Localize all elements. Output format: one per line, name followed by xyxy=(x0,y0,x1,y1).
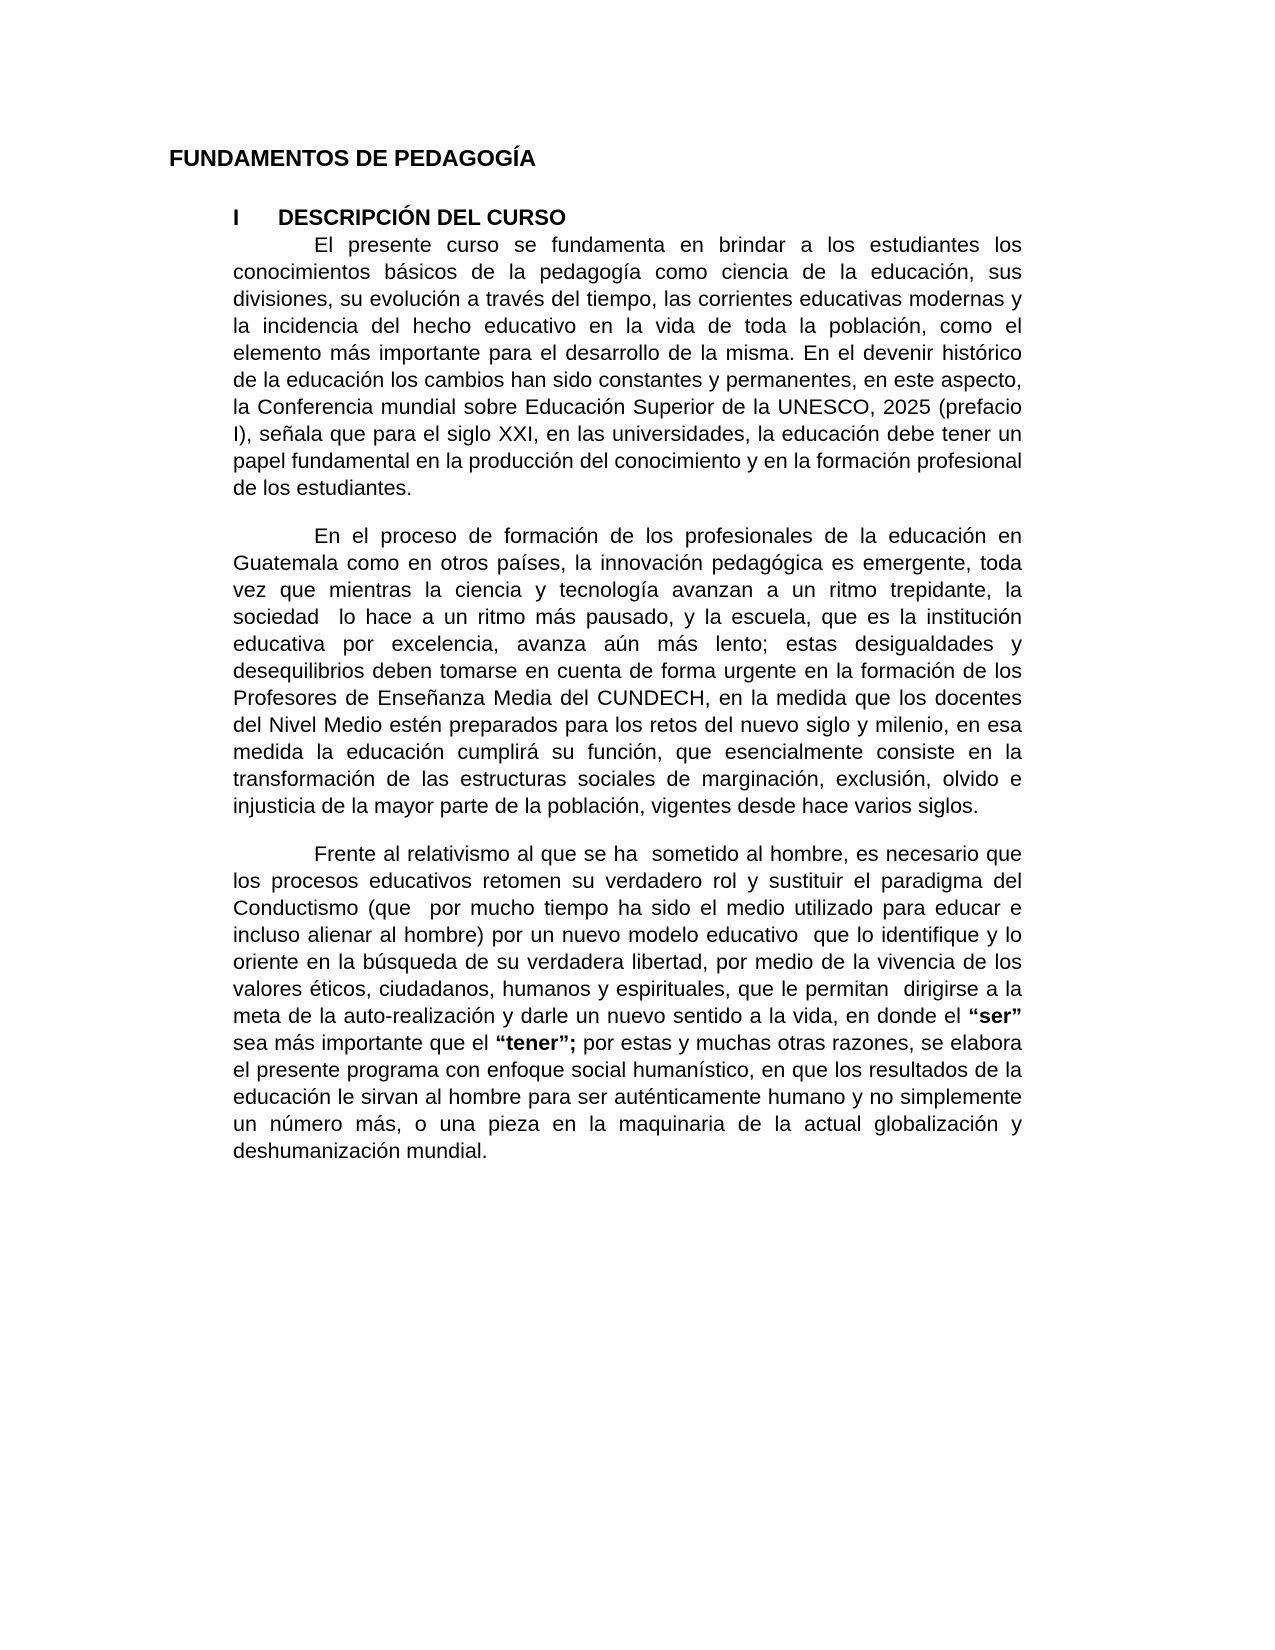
paragraph-relativism: Frente al relativismo al que se ha sometido al hombre, es necesario que los procesos educativos retomen su verdadero rol y sustituir el paradigma del Conductismo (que por mucho tiempo ha sido el medio utilizado para educar e incluso alienar al hombre) por un nuevo modelo educativo que lo identifique y lo oriente en la búsqueda de su verdadera libertad, por medio de la vivencia de los valores éticos, ciudadanos, humanos y espirituales, que le permitan dirigirse a la meta de la auto-realización y darle un nuevo sentido a la vida, en donde el “ser” sea más importante que el “tener”; por estas y muchas otras razones, se elabora el presente programa con enfoque social humanístico, en que los resultados de la educación le sirvan al hombre para ser auténticamente humano y no simplemente un número más, o una pieza en la maquinaria de la actual globalización y deshumanización mundial. xyxy=(233,842,1028,1163)
section-number: I xyxy=(233,205,240,230)
section-title: DESCRIPCIÓN DEL CURSO xyxy=(278,205,567,230)
document-body xyxy=(233,204,1028,1165)
paragraph-course-description: El presente curso se fundamenta en brindar a los estudiantes los conocimientos básicos de la pedagogía como ciencia de la educación, sus divisiones, su evolución a través del tiempo, las corrientes educativas modernas y la incidencia del hecho educativo en la vida de toda la población, como el elemento más importante para el desarrollo de la misma. En el devenir histórico de la educación los cambios han sido constantes y permanentes, en este aspecto, la Conferencia mundial sobre Educación Superior de la UNESCO, 2025 (prefacio I), señala que para el siglo XXI, en las universidades, la educación debe tener un papel fundamental en la producción del conocimiento y en la formación profesional de los estudiantes. xyxy=(233,233,1028,500)
document-title: FUNDAMENTOS DE PEDAGOGÍA xyxy=(169,145,536,171)
section-heading xyxy=(233,204,1022,232)
paragraph-formation-process: En el proceso de formación de los profesionales de la educación en Guatemala como en otros países, la innovación pedagógica es emergente, toda vez que mientras la ciencia y tecnología avanzan a un ritmo trepidante, la sociedad lo hace a un ritmo más pausado, y la escuela, que es la institución educativa por excelencia, avanza aún más lento; estas desigualdades y desequilibrios deben tomarse en cuenta de forma urgente en la formación de los Profesores de Enseñanza Media del CUNDECH, en la medida que los docentes del Nivel Medio estén preparados para los retos del nuevo siglo y milenio, en esa medida la educación cumplirá su función, que esencialmente consiste en la transformación de las estructuras sociales de marginación, exclusión, olvido e injusticia de la mayor parte de la población, vigentes desde hace varios siglos. xyxy=(233,524,1028,818)
